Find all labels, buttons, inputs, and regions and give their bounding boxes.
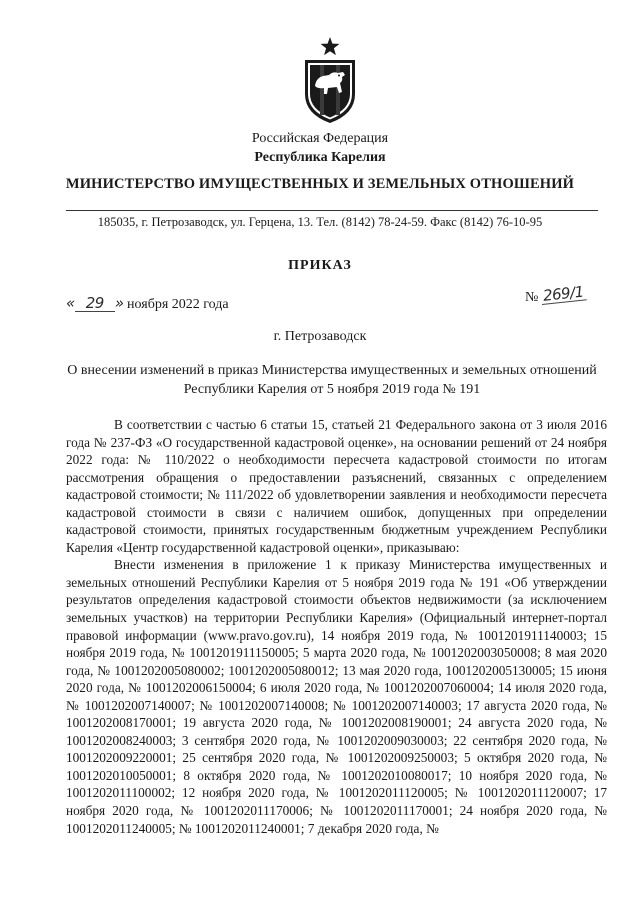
country-name: Российская Федерация [251, 131, 389, 146]
date-day-handwritten: 29 [75, 296, 115, 312]
order-date [66, 294, 229, 313]
date-open-quote: « [66, 294, 75, 312]
body-paragraph-preamble: В соответствии с частью 6 статьи 15, статьей 21 Федерального закона от 3 июля 2016 года № 237-ФЗ «О государственной кадастровой оценке», на основании решений от 24 ноября 2022 года: № 110/2022 о необходимости пересчета кадастровой стоимости по итогам рассмотрения обращения о предоставлении разъяснений, связанных с определением кадастровой стоимости; № 111/2022 об удовлетворении заявления и необходимости пересчета кадастровой стоимости в связи с наличием ошибок, допущенных при определении кадастровой стоимости, принятых государственным бюджетным учреждением Республики Карелия «Центр государственной кадастровой оценки», приказываю: [66, 417, 607, 555]
republic-name: Республика Карелия [254, 150, 386, 165]
ministry-address: 185035, г. Петрозаводск, ул. Герцена, 13. Тел. (8142) 78-24-59. Факс (8142) 76-10-95 [97, 215, 543, 229]
issue-city: г. Петрозаводск [273, 329, 367, 344]
header-divider [66, 210, 598, 211]
order-number [525, 282, 587, 306]
ministry-name: МИНИСТЕРСТВО ИМУЩЕСТВЕННЫХ И ЗЕМЕЛЬНЫХ ОТНОШЕНИЙ [65, 176, 575, 192]
document-title: ПРИКАЗ [288, 258, 352, 273]
number-label: № [525, 290, 539, 305]
order-subject: О внесении изменений в приказ Министерства имущественных и земельных отношений Республики Карелия от 5 ноября 2019 года № 191 [67, 363, 597, 397]
date-close-quote: » [114, 294, 124, 312]
order-body [66, 416, 607, 837]
karelia-coat-of-arms-icon [298, 36, 362, 126]
date-month-year: ноября 2022 года [123, 297, 229, 312]
number-handwritten: 269/1 [541, 282, 585, 305]
body-paragraph-amendment: Внести изменения в приложение 1 к приказу Министерства имущественных и земельных отношений Республики Карелия от 5 ноября 2019 года № 191 «Об утверждении результатов определения кадастровой стоимости объектов недвижимости (за исключением земельных участков) на территории Республики Карелия» (Официальный интернет-портал правовой информации (www.pravo.gov.ru), 14 ноября 2019 года, № 1001201911140003; 15 ноября 2019 года, № 1001201911150005; 5 марта 2020 года, № 1001202003050008; 8 мая 2020 года, № 1001202005080002; 1001202005080012; 13 мая 2020 года, 1001202005130005; 15 июня 2020 года, № 1001202006150004; 6 июля 2020 года, № 1001202007060004; 14 июля 2020 года, № 1001202007140007; № 1001202007140008; № 1001202007140003; 17 августа 2020 года, № 1001202008170001; 19 августа 2020 года, № 1001202008190001; 24 августа 2020 года, № 1001202008240003; 3 сентября 2020 года, № 1001202009030003; 22 сентября 2020 года, № 1001202009220001; 25 сентября 2020 года, № 1001202009250003; 5 октября 2020 года, № 1001202010050001; 8 октября 2020 года, № 1001202010080017; 10 ноября 2020 года, № 1001202011100002; 12 ноября 2020 года, № 1001202011120005; № 1001202011120007; 17 ноября 2020 года, № 1001202011170006; № 1001202011170001; 24 ноября 2020 года, № 1001202011240005; № 1001202011240001; 7 декабря 2020 года, № [66, 557, 607, 836]
